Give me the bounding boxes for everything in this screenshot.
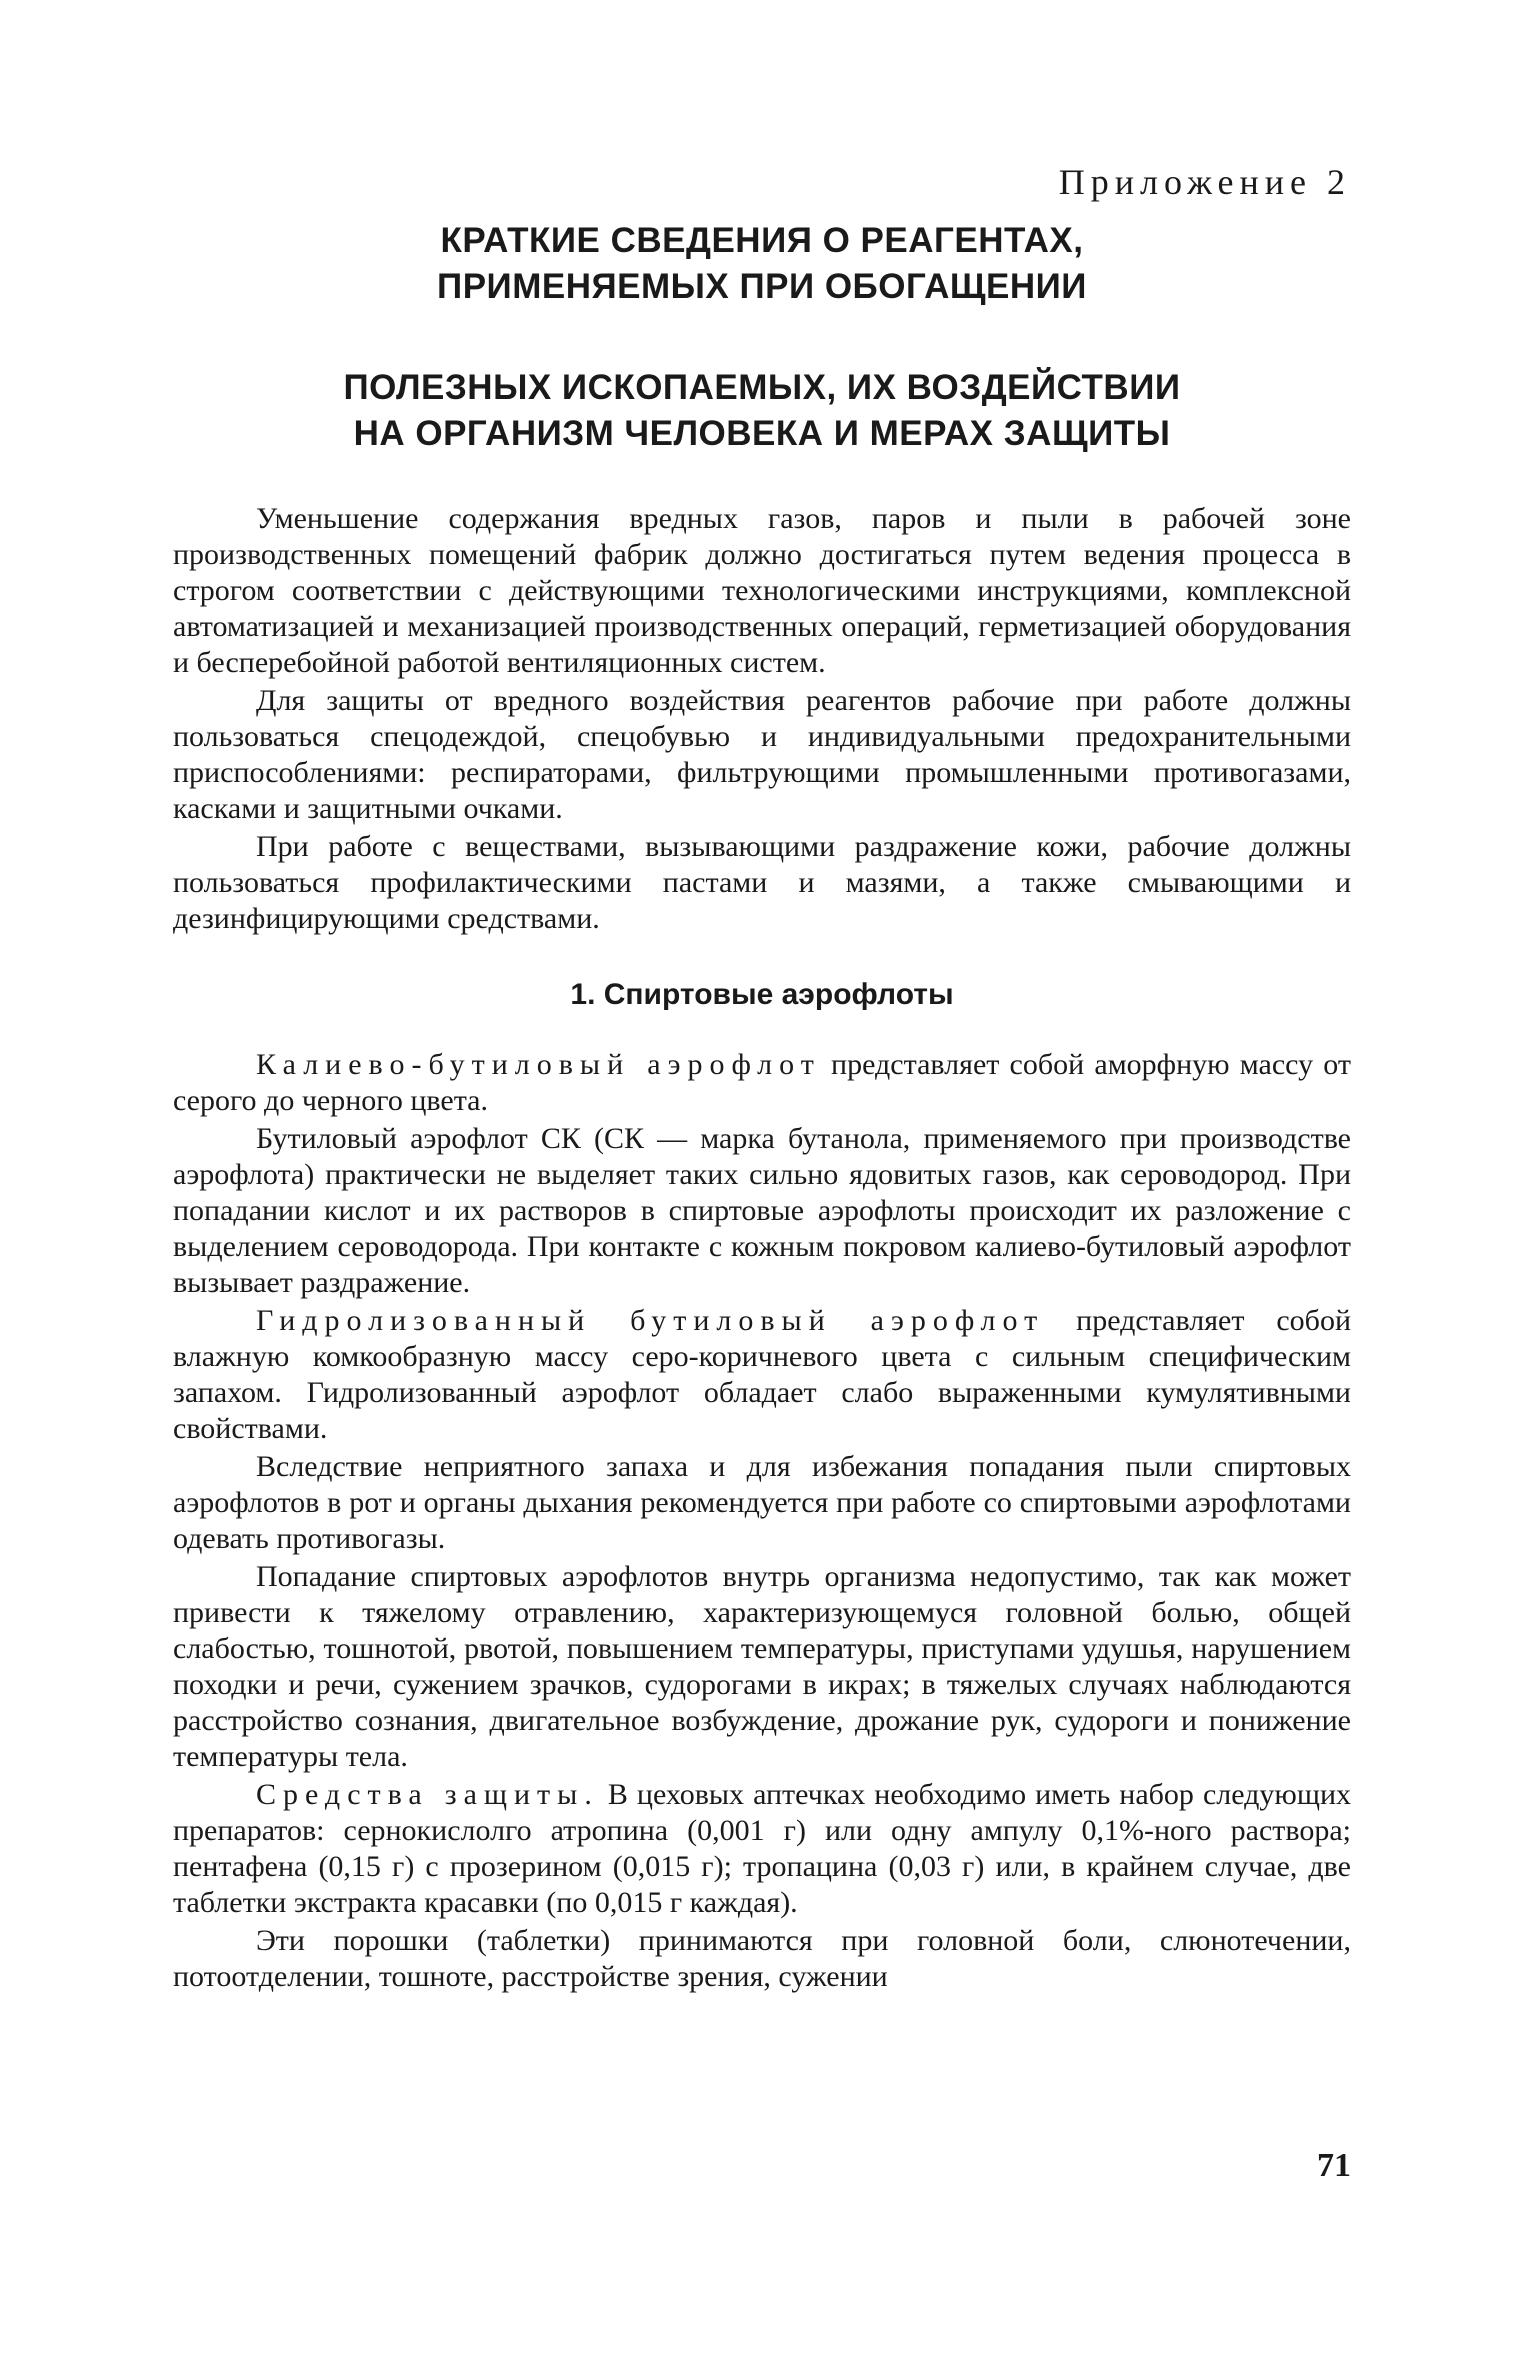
page — [173, 160, 1351, 1995]
intro-paragraph-2: Для защиты от вредного воздействия реагентов рабочие при работе должны пользоваться спецодеждой, спецобувью и индивидуальными предохранительными приспособлениями: респираторами, фильтрующими промышленными противогазами, касками и защитными очками. — [173, 684, 1351, 825]
paragraph-protection-text: В цеховых аптечках необходимо иметь набор следующих препаратов: сернокислолго атропина (0,001 г) или одну ампулу 0,1%-ного раствора; пентафена (0,15 г) с прозерином (0,015 г); тропацина (0,03 г) или, в крайнем случае, две таблетки экстракта красавки (по 0,015 г каждая). — [173, 1778, 1351, 1919]
term-potassium-butyl: Калиево-бутиловый аэрофлот — [256, 1048, 821, 1081]
title-line-2: ПРИМЕНЯЕМЫХ ПРИ ОБОГАЩЕНИИ — [437, 267, 1087, 306]
paragraph-potassium-butyl — [173, 1047, 1351, 1119]
paragraph-butyl-sk: Бутиловый аэрофлот СК (СК — марка бутанола, применяемого при производстве аэрофлота) практически не выделяет таких сильно ядовитых газов, как сероводород. При попадании кислот и их растворов в спиртовые аэрофлоты происходит их разложение с выделением сероводорода. При контакте с кожным покровом калиево-бутиловый аэрофлот вызывает раздражение. — [173, 1122, 1351, 1299]
term-protection: Средства защиты. — [256, 1778, 599, 1811]
intro-paragraph-1: Уменьшение содержания вредных газов, паров и пыли в рабочей зоне производственных помещений фабрик должно достигаться путем ведения процесса в строгом соответствии с действующими технологическими инструкциями, комплексной автоматизацией и механизацией производственных операций, герметизацией оборудования и бесперебойной работой вентиляционных систем. — [173, 502, 1351, 679]
paragraph-hydrolyzed-text: представляет собой влажную комкообразную массу серо-коричневого цвета с сильным специфическим запахом. Гидролизованный аэрофлот обладает слабо выраженными кумулятивными свойствами. — [173, 1304, 1351, 1445]
paragraph-powders: Эти порошки (таблетки) принимаются при головной боли, слюнотечении, потоотделении, тошноте, расстройстве зрения, сужении — [173, 1924, 1351, 1993]
paragraph-protection — [173, 1777, 1351, 1921]
title-line-1: КРАТКИЕ СВЕДЕНИЯ О РЕАГЕНТАХ, — [440, 221, 1084, 260]
intro-paragraph-3: При работе с веществами, вызывающими раздражение кожи, рабочие должны пользоваться профилактическими пастами и мазями, а также смывающими и дезинфицирующими средствами. — [173, 830, 1351, 935]
title-line-3: ПОЛЕЗНЫХ ИСКОПАЕМЫХ, ИХ ВОЗДЕЙСТВИИ — [343, 368, 1181, 407]
section-heading: 1. Спиртовые аэрофлоты — [570, 978, 954, 1011]
paragraph-hydrolyzed — [173, 1303, 1351, 1447]
paragraph-poisoning: Попадание спиртовых аэрофлотов внутрь организма недопустимо, так как может привести к тяжелому отравлению, характеризующемуся головной болью, общей слабостью, тошнотой, рвотой, повышением температуры, приступами удушья, нарушением походки и речи, сужением зрачков, судорогами в икрах; в тяжелых случаях наблюдаются расстройство сознания, двигательное возбуждение, дрожание рук, судороги и понижение температуры тела. — [173, 1560, 1351, 1773]
appendix-label: Приложение 2 — [1058, 162, 1351, 202]
term-hydrolyzed: Гидролизованный бутиловый аэрофлот — [256, 1304, 1045, 1337]
page-number: 71 — [1317, 2147, 1351, 2184]
paragraph-potassium-butyl-text: представляет собой аморфную массу от серого до черного цвета. — [173, 1048, 1351, 1117]
paragraph-odor: Вследствие неприятного запаха и для избежания попадания пыли спиртовых аэрофлотов в рот и органы дыхания рекомендуется при работе со спиртовыми аэрофлотами одевать противогазы. — [173, 1450, 1351, 1555]
title-line-4: НА ОРГАНИЗМ ЧЕЛОВЕКА И МЕРАХ ЗАЩИТЫ — [353, 414, 1171, 453]
